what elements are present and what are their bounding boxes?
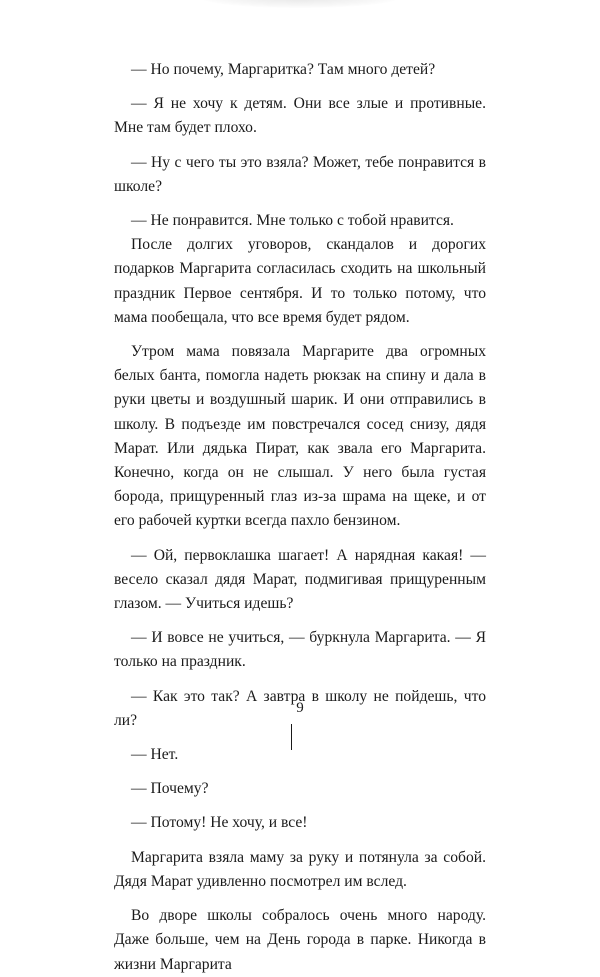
paragraph: — Нет. (131, 746, 179, 764)
paragraph: — Не понравится. Мне только с тобой нравится. (131, 212, 454, 230)
paragraph: Утром мама повязала Маргарите два огромных белых банта, помогла надеть рюкзак на спину и дала в руки цветы и воздушный шарик. И они отправились в школу. В подъезде им повстречался сосед снизу, дядя Марат. Или дядька Пират, как звала его Маргарита. Конечно, когда он не слышал. У него была густая борода, прищуренный глаз из-за шрама на щеке, и от его рабочей куртки всегда пахло бензином. (114, 343, 486, 530)
paragraph: — И вовсе не учиться, — буркнула Маргарита. — Я только на праздник. (114, 629, 486, 671)
paragraph: Маргарита взяла маму за руку и потянула за собой. Дядя Марат удивленно посмотрел им вслед. (114, 848, 486, 890)
paragraph: — Но почему, Маргаритка? Там много детей? (131, 61, 436, 78)
paragraph: — Потому! Не хочу, и все! (131, 814, 308, 832)
paragraph: — Почему? (131, 780, 209, 798)
page-number-rule (291, 724, 292, 750)
body-text (114, 58, 486, 977)
paragraph: — Ну с чего ты это взяла? Может, тебе понравится в школе? (114, 153, 486, 195)
paragraph: — Ой, первоклашка шагает! А нарядная какая! — весело сказал дядя Марат, подмигивая прищуренным глазом. — Учиться идешь? (114, 546, 486, 613)
page-number: 9 (296, 700, 304, 716)
paragraph: — Я не хочу к детям. Они все злые и противные. Мне там будет плохо. (114, 95, 486, 137)
paragraph: — Как это так? А завтра в школу не пойдешь, что ли? (114, 687, 486, 729)
page-edge-shadow (200, 0, 400, 8)
paragraph: После долгих уговоров, скандалов и дорогих подарков Маргарита согласилась сходить на школьный праздник Первое сентября. И то только потому, что мама пообещала, что все время будет рядом. (114, 236, 486, 326)
paragraph: Во дворе школы собралось очень много народу. Даже больше, чем на День города в парке. Никогда в жизни Маргарита (114, 907, 486, 973)
